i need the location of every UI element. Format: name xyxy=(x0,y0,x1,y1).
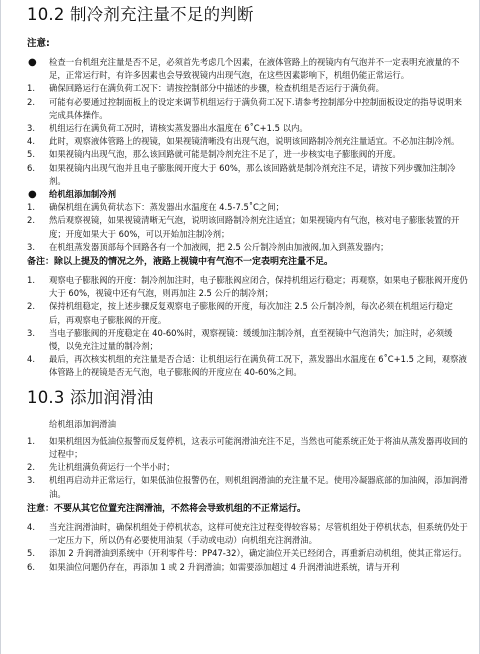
item-number: 1. xyxy=(27,275,35,286)
item-text: 保持机组稳定，按上述步骤反复观察电子膨胀阀的开度，每次加注 2.5 公斤制冷剂，每次必须在机组运行稳定后，再观察电子膨胀阀的开度。 xyxy=(49,301,453,325)
item-text: 确保回路运行在满负荷工况下：请按控制部分中描述的步骤，检查机组是否运行于满负荷。 xyxy=(49,83,384,94)
item-number: 4. xyxy=(27,136,35,147)
item-number: 6. xyxy=(27,162,35,173)
list-item xyxy=(27,547,469,560)
item-text: 确保机组在满负荷状态下：蒸发器出水温度在 4.5-7.5˚C之间； xyxy=(49,202,284,213)
item-number: 2. xyxy=(27,301,35,312)
item-number: 6. xyxy=(27,561,35,572)
item-text: 先让机组满负荷运行一个半小时； xyxy=(49,462,175,473)
subheading: 给机组添加润滑油 xyxy=(49,418,116,429)
item-number: 1. xyxy=(27,83,35,94)
list-item xyxy=(27,274,469,300)
check-steps-list xyxy=(27,82,469,188)
section-title-10-3: 10.3 添加润滑油 xyxy=(27,387,154,407)
item-text: 如果油位问题仍存在，再添加 1 或 2 升润滑油；如需要添加超过 4 升润滑油进系统，请与开利 xyxy=(49,561,400,572)
bullet-icon: ● xyxy=(28,189,37,201)
bullet-text: 检查一台机组充注量是否不足，必须首先考虑几个因素，在液体管路上的视镜内有气泡并不一定表明充液量的不足，正常运行时，有许多因素也会导致视镜内出现气泡，在这些因素影响下，机组仍能正常运行。 xyxy=(49,57,460,81)
item-number: 4. xyxy=(27,354,35,365)
oil-warning-note: 注意：不要从其它位置充注润滑油，不然将会导致机组的不正常运行。 xyxy=(27,503,307,514)
bullet-item xyxy=(27,56,469,82)
item-text: 此时，观察液体管路上的视镜，如果视镜清晰没有出现气泡，说明该回路制冷剂充注量适宜。不必加注制冷剂。 xyxy=(49,136,460,147)
item-number: 3. xyxy=(27,123,35,134)
remark-text: 备注：除以上提及的情况之外，液路上视镜中有气泡不一定表明充注量不足。 xyxy=(27,257,334,268)
item-number: 3. xyxy=(27,475,35,486)
add-oil-list xyxy=(27,435,469,501)
list-item xyxy=(27,201,469,214)
item-number: 2. xyxy=(27,215,35,226)
item-number: 5. xyxy=(27,548,35,559)
bullet-text: 给机组添加制冷剂 xyxy=(49,189,116,200)
item-number: 1. xyxy=(27,202,35,213)
list-item xyxy=(27,353,469,379)
list-item xyxy=(27,82,469,95)
list-item xyxy=(27,435,469,461)
item-text: 机组运行在满负荷工况时，请核实蒸发器出水温度在 6˚C+1.5 以内。 xyxy=(49,123,308,134)
section-title-10-2: 10.2 制冷剂充注量不足的判断 xyxy=(27,5,254,24)
item-number: 2. xyxy=(27,96,35,107)
list-item xyxy=(27,96,469,122)
expansion-valve-list xyxy=(27,274,469,380)
bullet-icon: ● xyxy=(28,57,37,68)
item-number: 5. xyxy=(27,149,35,160)
item-text: 最后，再次核实机组的充注量是否合适：让机组运行在满负荷工况下，蒸发器出水温度在 6˚C+1.5 之间，观察液体管路上的视镜是否无气泡，电子膨胀阀的开度应在 40-60%之间。 xyxy=(49,354,467,378)
list-item xyxy=(27,300,469,326)
item-text: 在机组蒸发器顶部每个回路各有一个加液阀，把 2.5 公斤制冷剂由加液阀,加入到蒸发器内； xyxy=(49,241,389,252)
item-text: 然后观察视镜，如果视镜清晰无气泡，说明该回路制冷剂充注适宜；如果视镜内有气泡，核对电子膨胀装置的开度；开度如果大于 60%，可以开始加注制冷剂； xyxy=(49,215,460,239)
list-item xyxy=(27,327,469,353)
item-number: 3. xyxy=(27,327,35,338)
list-item xyxy=(27,162,469,188)
item-text: 添加 2 升润滑油到系统中（开利零件号：PP47-32），确定油位开关已经闭合，再重新启动机组，使其正常运行。 xyxy=(49,548,467,559)
item-text: 如果视镜内出现气泡并且电子膨胀阀开度大于 60%，那么该回路就是制冷剂充注不足，请按下列步骤加注制冷剂。 xyxy=(49,162,456,186)
list-item xyxy=(27,241,469,254)
list-item xyxy=(27,521,469,547)
list-item xyxy=(27,135,469,148)
add-oil-list-continued xyxy=(27,521,469,574)
item-number: 4. xyxy=(27,521,35,532)
item-text: 可能有必要通过控制面板上的设定来调节机组运行于满负荷工况下.请参考控制部分中控制面板设定的指导说明来完成具体操作。 xyxy=(49,96,463,120)
document-page xyxy=(1,0,479,574)
add-refrigerant-list xyxy=(27,201,469,254)
item-number: 2. xyxy=(27,462,35,473)
list-item xyxy=(27,561,469,574)
list-item xyxy=(27,214,469,240)
item-text: 如果视镜内出现气泡，那么该回路就可能是制冷剂充注不足了，进一步核实电子膨胀阀的开度。 xyxy=(49,149,401,160)
item-number: 1. xyxy=(27,435,35,446)
note-label: 注意: xyxy=(27,38,50,49)
list-item xyxy=(27,474,469,500)
list-item xyxy=(27,122,469,135)
item-text: 当充注润滑油时，确保机组处于停机状态，这样可使充注过程变得较容易；尽管机组处于停机状态，但系统仍处于一定压力下，所以仍有必要使用油泵（手动或电动）向机组充注润滑油。 xyxy=(49,521,468,546)
item-text: 当电子膨胀阀的开度稳定在 40-60%时，观察视镜：缓缓加注制冷剂，直至视镜中气泡消失；加注时，必须缓慢，以免充注过量的制冷剂； xyxy=(49,327,453,352)
bullet-item-add-refrigerant xyxy=(27,188,469,201)
item-number: 3. xyxy=(27,241,35,252)
list-item xyxy=(27,148,469,161)
item-text: 如果机组因为低油位报警而反复停机，这表示可能润滑油充注不足，当然也可能系统正处于将油从蒸发器再收回的过程中； xyxy=(49,435,468,460)
item-text: 机组再启动并正常运行，如果低油位报警仍在，则机组润滑油的充注量不足。使用冷凝器底部的加油阀，添加润滑油。 xyxy=(49,475,468,499)
list-item xyxy=(27,461,469,474)
item-text: 观察电子膨胀阀的开度：制冷剂加注时，电子膨胀阀应闭合，保持机组运行稳定；再观察，如果电子膨胀阀开度仍大于 60%，视镜中还有气泡，则再加注 2.5 公斤的制冷剂； xyxy=(49,275,468,299)
